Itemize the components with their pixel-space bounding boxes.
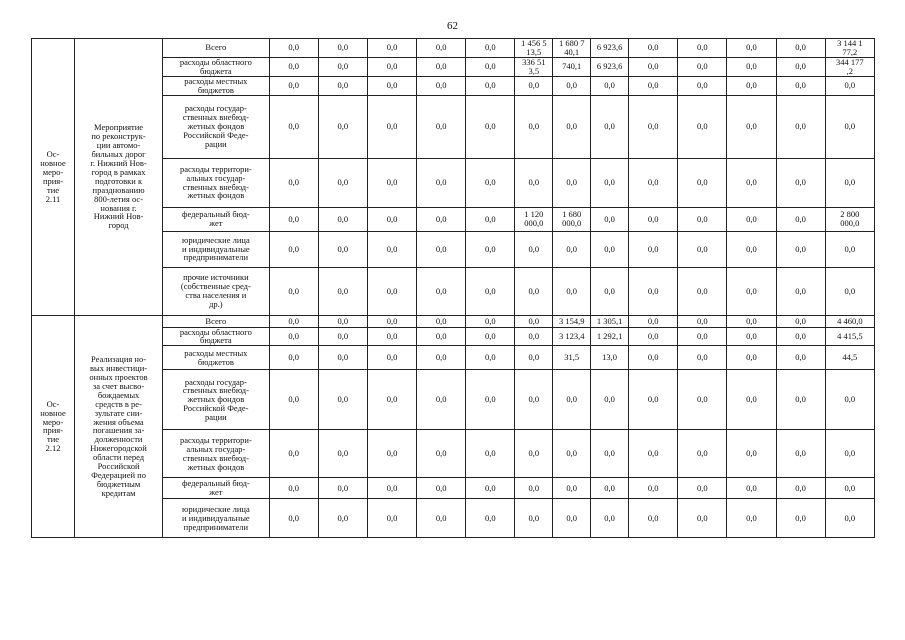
- value-cell: 0,0: [553, 95, 591, 158]
- value-cell: 0,0: [678, 57, 727, 76]
- value-cell: 0,0: [629, 267, 678, 315]
- value-cell: 0,0: [318, 57, 367, 76]
- value-cell: 4 415,5: [825, 327, 874, 346]
- value-cell: 0,0: [367, 370, 416, 430]
- value-cell: 0,0: [591, 207, 629, 231]
- measure-description: Реализация но- вых инвестици- онных проектов за счет высво- бождаемых средств в ре- зультате сни- жения объема погашения за- долженности Нижегородской области перед Российской Федерацией по бюджетным кредитам: [75, 315, 163, 538]
- value-cell: 1 305,1: [591, 315, 629, 327]
- value-cell: 0,0: [825, 370, 874, 430]
- value-cell: 0,0: [367, 95, 416, 158]
- value-cell: 0,0: [417, 499, 466, 538]
- value-cell: 1 120 000,0: [515, 207, 553, 231]
- value-cell: 0,0: [269, 76, 318, 95]
- value-cell: 0,0: [417, 39, 466, 58]
- value-cell: 0,0: [776, 76, 825, 95]
- funding-source: юридические лица и индивидуальные предприниматели: [163, 499, 270, 538]
- value-cell: 0,0: [318, 430, 367, 478]
- value-cell: 0,0: [417, 346, 466, 370]
- value-cell: 0,0: [466, 76, 515, 95]
- value-cell: 0,0: [825, 76, 874, 95]
- value-cell: 0,0: [591, 76, 629, 95]
- value-cell: 0,0: [466, 158, 515, 207]
- value-cell: 0,0: [678, 231, 727, 267]
- value-cell: 0,0: [417, 267, 466, 315]
- value-cell: 3 154,9: [553, 315, 591, 327]
- value-cell: 0,0: [417, 370, 466, 430]
- value-cell: 0,0: [417, 430, 466, 478]
- value-cell: 0,0: [269, 327, 318, 346]
- value-cell: 0,0: [629, 95, 678, 158]
- value-cell: 0,0: [466, 499, 515, 538]
- value-cell: 740,1: [553, 57, 591, 76]
- funding-source: юридические лица и индивидуальные предприниматели: [163, 231, 270, 267]
- value-cell: 0,0: [678, 95, 727, 158]
- value-cell: 0,0: [367, 76, 416, 95]
- table-row: [32, 39, 875, 58]
- value-cell: 0,0: [678, 158, 727, 207]
- value-cell: 0,0: [678, 346, 727, 370]
- value-cell: 0,0: [727, 39, 776, 58]
- value-cell: 0,0: [515, 346, 553, 370]
- funding-source: расходы местных бюджетов: [163, 76, 270, 95]
- value-cell: 0,0: [553, 158, 591, 207]
- value-cell: 0,0: [466, 231, 515, 267]
- value-cell: 0,0: [776, 478, 825, 499]
- value-cell: 0,0: [629, 39, 678, 58]
- value-cell: 0,0: [678, 430, 727, 478]
- value-cell: 3 123,4: [553, 327, 591, 346]
- value-cell: 0,0: [776, 95, 825, 158]
- funding-source: федеральный бюд- жет: [163, 207, 270, 231]
- value-cell: 0,0: [269, 57, 318, 76]
- value-cell: 0,0: [318, 207, 367, 231]
- value-cell: 0,0: [417, 207, 466, 231]
- value-cell: 0,0: [466, 267, 515, 315]
- value-cell: 0,0: [515, 95, 553, 158]
- value-cell: 0,0: [727, 315, 776, 327]
- value-cell: 0,0: [515, 327, 553, 346]
- value-cell: 0,0: [776, 327, 825, 346]
- value-cell: 0,0: [367, 346, 416, 370]
- value-cell: 0,0: [367, 207, 416, 231]
- measure-code: Ос- новное меро- прия- тие 2.12: [32, 315, 75, 538]
- value-cell: 0,0: [417, 158, 466, 207]
- value-cell: 1 292,1: [591, 327, 629, 346]
- value-cell: 0,0: [727, 231, 776, 267]
- value-cell: 0,0: [629, 76, 678, 95]
- value-cell: 0,0: [515, 370, 553, 430]
- value-cell: 0,0: [727, 346, 776, 370]
- value-cell: 0,0: [678, 76, 727, 95]
- value-cell: 0,0: [367, 267, 416, 315]
- funding-source: Всего: [163, 39, 270, 58]
- value-cell: 0,0: [466, 478, 515, 499]
- value-cell: 0,0: [466, 39, 515, 58]
- value-cell: 0,0: [825, 430, 874, 478]
- value-cell: 0,0: [367, 430, 416, 478]
- value-cell: 0,0: [553, 76, 591, 95]
- value-cell: 0,0: [825, 231, 874, 267]
- value-cell: 0,0: [629, 499, 678, 538]
- value-cell: 0,0: [367, 499, 416, 538]
- value-cell: 0,0: [553, 499, 591, 538]
- value-cell: 0,0: [466, 346, 515, 370]
- value-cell: 344 177 ,2: [825, 57, 874, 76]
- value-cell: 336 51 3,5: [515, 57, 553, 76]
- value-cell: 0,0: [466, 95, 515, 158]
- value-cell: 13,0: [591, 346, 629, 370]
- value-cell: 0,0: [727, 267, 776, 315]
- value-cell: 0,0: [515, 315, 553, 327]
- value-cell: 0,0: [466, 430, 515, 478]
- value-cell: 0,0: [776, 370, 825, 430]
- value-cell: 0,0: [727, 207, 776, 231]
- value-cell: 0,0: [591, 478, 629, 499]
- value-cell: 0,0: [629, 57, 678, 76]
- value-cell: 44,5: [825, 346, 874, 370]
- value-cell: 0,0: [776, 207, 825, 231]
- value-cell: 0,0: [727, 158, 776, 207]
- value-cell: 0,0: [825, 95, 874, 158]
- value-cell: 0,0: [678, 327, 727, 346]
- value-cell: 0,0: [678, 478, 727, 499]
- value-cell: 6 923,6: [591, 57, 629, 76]
- value-cell: 0,0: [629, 158, 678, 207]
- value-cell: 0,0: [776, 346, 825, 370]
- value-cell: 0,0: [318, 327, 367, 346]
- value-cell: 0,0: [269, 430, 318, 478]
- value-cell: 31,5: [553, 346, 591, 370]
- value-cell: 0,0: [318, 478, 367, 499]
- value-cell: 0,0: [727, 57, 776, 76]
- value-cell: 3 144 1 77,2: [825, 39, 874, 58]
- value-cell: 0,0: [318, 95, 367, 158]
- value-cell: 0,0: [367, 158, 416, 207]
- value-cell: 0,0: [417, 57, 466, 76]
- value-cell: 0,0: [629, 207, 678, 231]
- value-cell: 0,0: [776, 231, 825, 267]
- value-cell: 0,0: [629, 478, 678, 499]
- value-cell: 0,0: [269, 39, 318, 58]
- value-cell: 0,0: [466, 57, 515, 76]
- value-cell: 0,0: [591, 95, 629, 158]
- value-cell: 0,0: [466, 370, 515, 430]
- value-cell: 0,0: [776, 430, 825, 478]
- value-cell: 0,0: [318, 76, 367, 95]
- value-cell: 0,0: [367, 231, 416, 267]
- value-cell: 4 460,0: [825, 315, 874, 327]
- value-cell: 0,0: [553, 430, 591, 478]
- value-cell: 0,0: [269, 370, 318, 430]
- value-cell: 0,0: [629, 370, 678, 430]
- value-cell: 0,0: [269, 478, 318, 499]
- value-cell: 0,0: [318, 158, 367, 207]
- value-cell: 0,0: [825, 267, 874, 315]
- value-cell: 0,0: [727, 370, 776, 430]
- value-cell: 0,0: [318, 370, 367, 430]
- value-cell: 0,0: [629, 327, 678, 346]
- value-cell: 0,0: [269, 315, 318, 327]
- value-cell: 0,0: [318, 267, 367, 315]
- value-cell: 0,0: [269, 267, 318, 315]
- value-cell: 0,0: [678, 315, 727, 327]
- value-cell: 1 680 7 40,1: [553, 39, 591, 58]
- measure-description: Мероприятие по реконструк- ции автомо- бильных дорог г. Нижний Нов- город в рамках подготовки к празднованию 800-летия ос- нования г. Нижний Нов- город: [75, 39, 163, 316]
- funding-source: расходы государ- ственных внебюд- жетных фондов Российской Феде- рации: [163, 95, 270, 158]
- value-cell: 0,0: [515, 267, 553, 315]
- funding-source: расходы местных бюджетов: [163, 346, 270, 370]
- value-cell: 0,0: [466, 207, 515, 231]
- value-cell: 0,0: [776, 39, 825, 58]
- value-cell: 0,0: [515, 478, 553, 499]
- value-cell: 1 680 000,0: [553, 207, 591, 231]
- value-cell: 0,0: [629, 231, 678, 267]
- value-cell: 0,0: [318, 499, 367, 538]
- value-cell: 0,0: [515, 231, 553, 267]
- value-cell: 0,0: [825, 478, 874, 499]
- value-cell: 0,0: [553, 370, 591, 430]
- value-cell: 0,0: [591, 267, 629, 315]
- value-cell: 0,0: [417, 95, 466, 158]
- value-cell: 2 800 000,0: [825, 207, 874, 231]
- value-cell: 0,0: [727, 95, 776, 158]
- value-cell: 0,0: [825, 499, 874, 538]
- value-cell: 0,0: [591, 430, 629, 478]
- funding-source: расходы территори- альных государ- ственных внебюд- жетных фондов: [163, 430, 270, 478]
- value-cell: 0,0: [776, 57, 825, 76]
- value-cell: 0,0: [591, 158, 629, 207]
- funding-source: прочие источники (собственные сред- ства населения и др.): [163, 267, 270, 315]
- value-cell: 0,0: [269, 499, 318, 538]
- value-cell: 6 923,6: [591, 39, 629, 58]
- value-cell: 0,0: [515, 499, 553, 538]
- value-cell: 0,0: [269, 158, 318, 207]
- value-cell: 0,0: [591, 231, 629, 267]
- value-cell: 0,0: [318, 39, 367, 58]
- value-cell: 0,0: [367, 327, 416, 346]
- value-cell: 0,0: [553, 231, 591, 267]
- value-cell: 0,0: [727, 478, 776, 499]
- funding-source: расходы территори- альных государ- ственных внебюд- жетных фондов: [163, 158, 270, 207]
- value-cell: 0,0: [727, 430, 776, 478]
- value-cell: 0,0: [466, 315, 515, 327]
- value-cell: 0,0: [727, 76, 776, 95]
- value-cell: 0,0: [269, 207, 318, 231]
- value-cell: 0,0: [417, 327, 466, 346]
- budget-table-body: [32, 39, 875, 538]
- table-row: [32, 315, 875, 327]
- value-cell: 0,0: [591, 499, 629, 538]
- budget-table: [31, 38, 875, 538]
- value-cell: 0,0: [629, 430, 678, 478]
- value-cell: 0,0: [515, 76, 553, 95]
- value-cell: 0,0: [367, 315, 416, 327]
- value-cell: 0,0: [678, 267, 727, 315]
- value-cell: 0,0: [553, 478, 591, 499]
- value-cell: 0,0: [678, 370, 727, 430]
- value-cell: 0,0: [417, 315, 466, 327]
- value-cell: 0,0: [629, 315, 678, 327]
- funding-source: расходы областного бюджета: [163, 57, 270, 76]
- value-cell: 0,0: [318, 346, 367, 370]
- value-cell: 0,0: [367, 39, 416, 58]
- funding-source: расходы областного бюджета: [163, 327, 270, 346]
- value-cell: 0,0: [417, 76, 466, 95]
- value-cell: 0,0: [318, 315, 367, 327]
- page-number: 62: [447, 20, 458, 32]
- value-cell: 0,0: [776, 499, 825, 538]
- value-cell: 0,0: [825, 158, 874, 207]
- value-cell: 0,0: [269, 231, 318, 267]
- value-cell: 0,0: [776, 267, 825, 315]
- measure-code: Ос- новное меро- прия- тие 2.11: [32, 39, 75, 316]
- value-cell: 0,0: [776, 315, 825, 327]
- value-cell: 0,0: [776, 158, 825, 207]
- value-cell: 0,0: [727, 499, 776, 538]
- value-cell: 0,0: [367, 478, 416, 499]
- value-cell: 0,0: [591, 370, 629, 430]
- value-cell: 0,0: [727, 327, 776, 346]
- funding-source: федеральный бюд- жет: [163, 478, 270, 499]
- value-cell: 0,0: [417, 478, 466, 499]
- value-cell: 0,0: [466, 327, 515, 346]
- value-cell: 0,0: [678, 39, 727, 58]
- value-cell: 0,0: [515, 430, 553, 478]
- value-cell: 0,0: [553, 267, 591, 315]
- value-cell: 0,0: [515, 158, 553, 207]
- value-cell: 0,0: [678, 207, 727, 231]
- value-cell: 0,0: [318, 231, 367, 267]
- value-cell: 0,0: [367, 57, 416, 76]
- value-cell: 0,0: [269, 95, 318, 158]
- value-cell: 0,0: [678, 499, 727, 538]
- value-cell: 0,0: [269, 346, 318, 370]
- value-cell: 1 456 5 13,5: [515, 39, 553, 58]
- value-cell: 0,0: [629, 346, 678, 370]
- funding-source: расходы государ- ственных внебюд- жетных фондов Российской Феде- рации: [163, 370, 270, 430]
- value-cell: 0,0: [417, 231, 466, 267]
- funding-source: Всего: [163, 315, 270, 327]
